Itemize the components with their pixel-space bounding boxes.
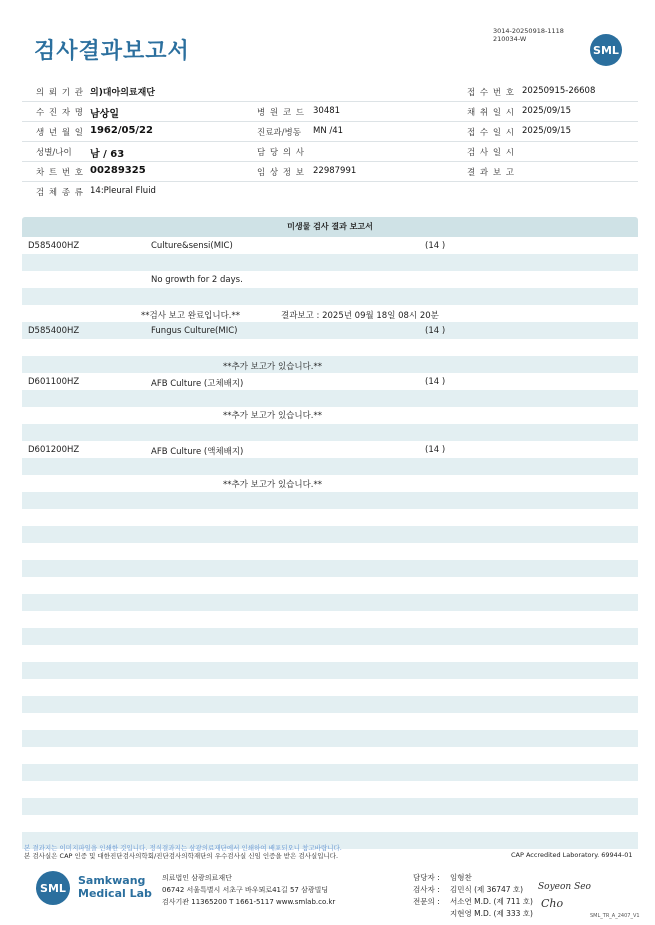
clinical-value: 22987991: [313, 166, 357, 176]
clinical-label: 임 상 정 보: [257, 168, 305, 178]
sex-age-value: 남 / 63: [90, 149, 125, 160]
company-name-line1: Samkwang: [78, 874, 146, 887]
row-band: [22, 764, 638, 781]
manager-label: 담당자 :: [413, 873, 440, 882]
receipt-no-value: 20250915-26608: [522, 86, 596, 96]
expert1-value: 서소연 M.D. (제 711 호): [450, 897, 533, 906]
dept-label: 진료과/병동: [257, 128, 301, 138]
patient-value: 남상일: [90, 109, 119, 120]
chart-value: 00289325: [90, 165, 146, 176]
requester-value: 의)대아의료재단: [90, 88, 155, 98]
row-band: [22, 390, 638, 407]
row-band: [22, 492, 638, 509]
expert2-value: 지현영 M.D. (제 333 호): [450, 909, 533, 918]
address-line2: 06742 서울특별시 서초구 바우뫼로41길 57 삼광빌딩: [162, 886, 329, 894]
info-row-birth: [22, 121, 638, 142]
sex-age-label: 성별/나이: [36, 148, 72, 158]
collect-date-label: 채 취 일 시: [467, 108, 515, 118]
additional-report-note: **추가 보고가 있습니다.**: [223, 411, 323, 421]
row-band: [22, 288, 638, 305]
sml-logo-icon: SML: [590, 34, 622, 66]
row-band: [22, 458, 638, 475]
receipt-no-label: 접 수 번 호: [467, 88, 515, 98]
birth-label: 생 년 월 일: [36, 128, 84, 138]
additional-report-note: **추가 보고가 있습니다.**: [223, 480, 323, 490]
doctor-label: 담 당 의 사: [257, 148, 305, 158]
birth-value: 1962/05/22: [90, 125, 153, 136]
test-result: No growth for 2 days.: [151, 275, 243, 285]
row-band: [22, 254, 638, 271]
test-name: AFB Culture (액체배지): [151, 447, 244, 457]
expert-label: 전문의 :: [413, 897, 440, 906]
info-row-patient: [22, 101, 638, 122]
company-name: [78, 874, 152, 900]
specimen-value: 14:Pleural Fluid: [90, 186, 156, 196]
test-count: (14 ): [425, 241, 446, 251]
row-band: [22, 628, 638, 645]
test-code: D585400HZ: [28, 326, 80, 336]
company-name-line2: Medical Lab: [78, 887, 152, 900]
tester-value: 김민식 (제 36747 호): [450, 885, 524, 894]
test-name: Fungus Culture(MIC): [151, 326, 238, 336]
test-count: (14 ): [425, 377, 446, 387]
test-name: AFB Culture (고체배지): [151, 379, 244, 389]
requester-label: 의 뢰 기 관: [36, 88, 84, 98]
row-band: [22, 356, 638, 373]
receipt-date-label: 접 수 일 시: [467, 128, 515, 138]
document-id-line1: 3014-20250918-1118: [493, 27, 564, 35]
hospital-code-value: 30481: [313, 106, 341, 116]
hospital-code-label: 병 원 코 드: [257, 108, 305, 118]
patient-label: 수 진 자 명: [36, 108, 84, 118]
signature-soyeon: Soyeon Seo: [538, 882, 591, 892]
test-code: D601200HZ: [28, 445, 80, 455]
tester-label: 검사자 :: [413, 885, 440, 894]
test-name: Culture&sensi(MIC): [151, 241, 233, 251]
document-id-line2: 210034-W: [493, 35, 527, 43]
test-date-label: 검 사 일 시: [467, 148, 515, 158]
address-line1: 의료법인 삼광의료재단: [162, 874, 232, 882]
row-band: [22, 560, 638, 577]
print-notice: 본 결과지는 이미지파일을 인쇄한 것입니다. 정식결과지는 삼광의료재단에서 인쇄하여 배포되오니 참고바랍니다.: [24, 844, 342, 852]
dept-value: MN /41: [313, 126, 344, 136]
row-band: [22, 526, 638, 543]
row-band: [22, 322, 638, 339]
document-id: [493, 27, 564, 43]
cap-accreditation: CAP Accredited Laboratory. 69944-01: [511, 851, 633, 859]
address-line3: 검사기관 11365200 T 1661-5117 www.smlab.co.kr: [162, 898, 336, 906]
info-row-chart: [22, 161, 638, 182]
row-band: [22, 696, 638, 713]
results-title: 미생물 검사 결과 보고서: [22, 217, 638, 237]
info-row-specimen: [22, 181, 638, 201]
test-code: D585400HZ: [28, 241, 80, 251]
sml-logo-icon: SML: [36, 871, 70, 905]
test-code: D601100HZ: [28, 377, 80, 387]
info-row-requester: [22, 81, 638, 102]
signature-second: Cho: [541, 897, 564, 910]
info-row-sex-age: [22, 141, 638, 162]
test-count: (14 ): [425, 326, 446, 336]
certification-note: 본 검사실은 CAP 인증 및 대한진단검사의학회/진단검사의학재단의 우수검사실 신임 인증을 받은 검사실입니다.: [24, 852, 339, 860]
report-label: 결 과 보 고: [467, 168, 515, 178]
test-complete-note: **검사 보고 완료입니다.**: [141, 311, 241, 321]
row-band: [22, 594, 638, 611]
row-band: [22, 424, 638, 441]
row-band: [22, 662, 638, 679]
report-time: 결과보고 : 2025년 09월 18일 08시 20분: [281, 311, 439, 321]
receipt-date-value: 2025/09/15: [522, 126, 571, 136]
manager-value: 임형찬: [450, 873, 472, 882]
chart-label: 차 트 번 호: [36, 168, 84, 178]
specimen-label: 검 체 종 류: [36, 188, 84, 198]
additional-report-note: **추가 보고가 있습니다.**: [223, 362, 323, 372]
page-title: 검사결과보고서: [34, 39, 190, 64]
company-address: [162, 872, 335, 908]
test-count: (14 ): [425, 445, 446, 455]
collect-date-value: 2025/09/15: [522, 106, 571, 116]
form-code: SML_TR_A_2407_V1: [590, 913, 640, 919]
row-band: [22, 798, 638, 815]
row-band: [22, 730, 638, 747]
